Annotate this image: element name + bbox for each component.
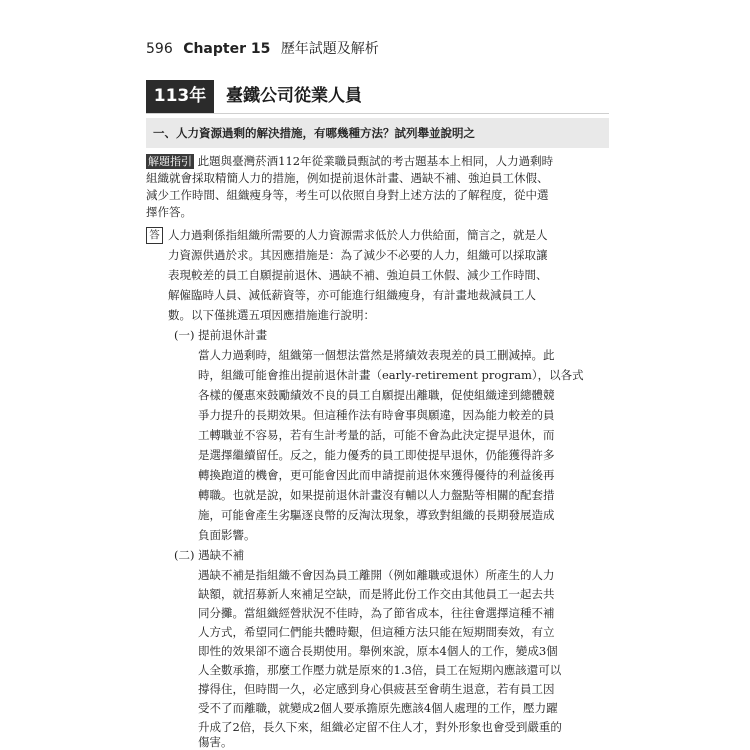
section-line: 工轉職並不容易，若有生計考量的話，可能不會為此決定提早退休，而 (198, 428, 555, 442)
section-line: 缺額，就招募新人來補足空缺，而是將此份工作交由其他員工一起去共 (198, 587, 555, 601)
exam-year-badge: 113年 (146, 80, 214, 113)
page-number: 596 (146, 41, 173, 57)
section-line: 爭力提升的長期效果。但這種作法有時會事與願違，因為能力較差的員 (198, 408, 555, 422)
section-line: 傷害。 (198, 735, 233, 749)
hint-label: 解題指引 (148, 155, 192, 168)
section-line: 負面影響。 (198, 528, 256, 542)
chapter-title: 歷年試題及解析 (280, 41, 379, 57)
hint-text: 此題與臺灣菸酒112年從業職員甄試的考古題基本上相同，人力過剩時 (197, 154, 554, 168)
hint-line: 擇作答。 (146, 205, 192, 219)
question-heading (146, 118, 609, 148)
answer-line: 人力過剩係指組織所需要的人力資源需求低於人力供給面，簡言之，就是人 (168, 228, 548, 242)
section-line: 轉換跑道的機會，更可能會因此而申請提前退休來獲得優待的利益後再 (198, 468, 555, 482)
section-heading-hiring-freeze: (二) 遇缺不補 (174, 548, 245, 562)
answer-icon: 答 (146, 227, 163, 244)
answer-line: 表現較差的員工自願提前退休、遇缺不補、強迫員工休假、減少工作時間、 (168, 268, 548, 282)
section-line: 升成了2倍，長久下來，組織必定留不住人才，對外形象也會受到嚴重的 (198, 720, 562, 734)
section-line: 各樣的優惠來鼓勵績效不良的員工自願提出離職，促使組織達到總體競 (198, 388, 555, 402)
exam-title: 臺鐵公司從業人員 (226, 86, 362, 106)
chapter-label: Chapter 15 (183, 41, 271, 57)
section-line: 同分攤。當組織經營狀況不佳時，為了節省成本，往往會選擇這種不補 (198, 606, 555, 620)
section-line: 是選擇繼續留任。反之，能力優秀的員工即使提早退休，仍能獲得許多 (198, 448, 555, 462)
section-line: 受不了而離職，就變成2個人要承擔原先應該4個人處理的工作，壓力躍 (198, 701, 558, 715)
exam-title-bar (146, 80, 609, 114)
section-line: 撐得住，但時間一久，必定感到身心俱疲甚至會萌生退意，若有員工因 (198, 682, 555, 696)
hint-line: 減少工作時間、組織瘦身等，考生可以依照自身對上述方法的了解程度，從中選 (146, 188, 549, 202)
section-line: 遇缺不補是指組織不會因為員工離開（例如離職或退休）所產生的人力 (198, 568, 555, 582)
section-line: 即性的效果卻不適合長期使用。舉例來說，原本4個人的工作，變成3個 (198, 644, 558, 658)
answer-line: 力資源供過於求。其因應措施是：為了減少不必要的人力，組織可以採取讓 (168, 248, 548, 262)
running-head (146, 38, 379, 58)
section-line: 人方式，希望同仁們能共體時艱，但這種方法只能在短期間奏效，有立 (198, 625, 555, 639)
question-text: 一、人力資源過剩的解決措施，有哪幾種方法？試列舉並說明之 (153, 126, 475, 140)
section-line: 施，可能會產生劣驅逐良幣的反淘汰現象，導致對組織的長期發展造成 (198, 508, 555, 522)
hint-line: 組織就會採取精簡人力的措施，例如提前退休計畫、遇缺不補、強迫員工休假、 (146, 171, 549, 185)
section-line: 人全數承擔，那麼工作壓力就是原來的1.3倍，員工在短期內應該還可以 (198, 663, 562, 677)
answer-line: 數。以下僅挑選五項因應措施進行說明： (168, 308, 375, 322)
answer-line: 解僱臨時人員、減低薪資等，亦可能進行組織瘦身，有計畫地裁減員工人 (168, 288, 536, 302)
section-line: 時，組織可能會推出提前退休計畫（early-retirement program），以各式 (198, 368, 584, 382)
section-heading-early-retirement: (一) 提前退休計畫 (174, 328, 268, 342)
hint-line (146, 153, 553, 169)
section-line: 當人力過剩時，組織第一個想法當然是將績效表現差的員工刪減掉。此 (198, 348, 555, 362)
section-line: 轉職。也就是說，如果提前退休計畫沒有輔以人力盤點等相關的配套措 (198, 488, 555, 502)
